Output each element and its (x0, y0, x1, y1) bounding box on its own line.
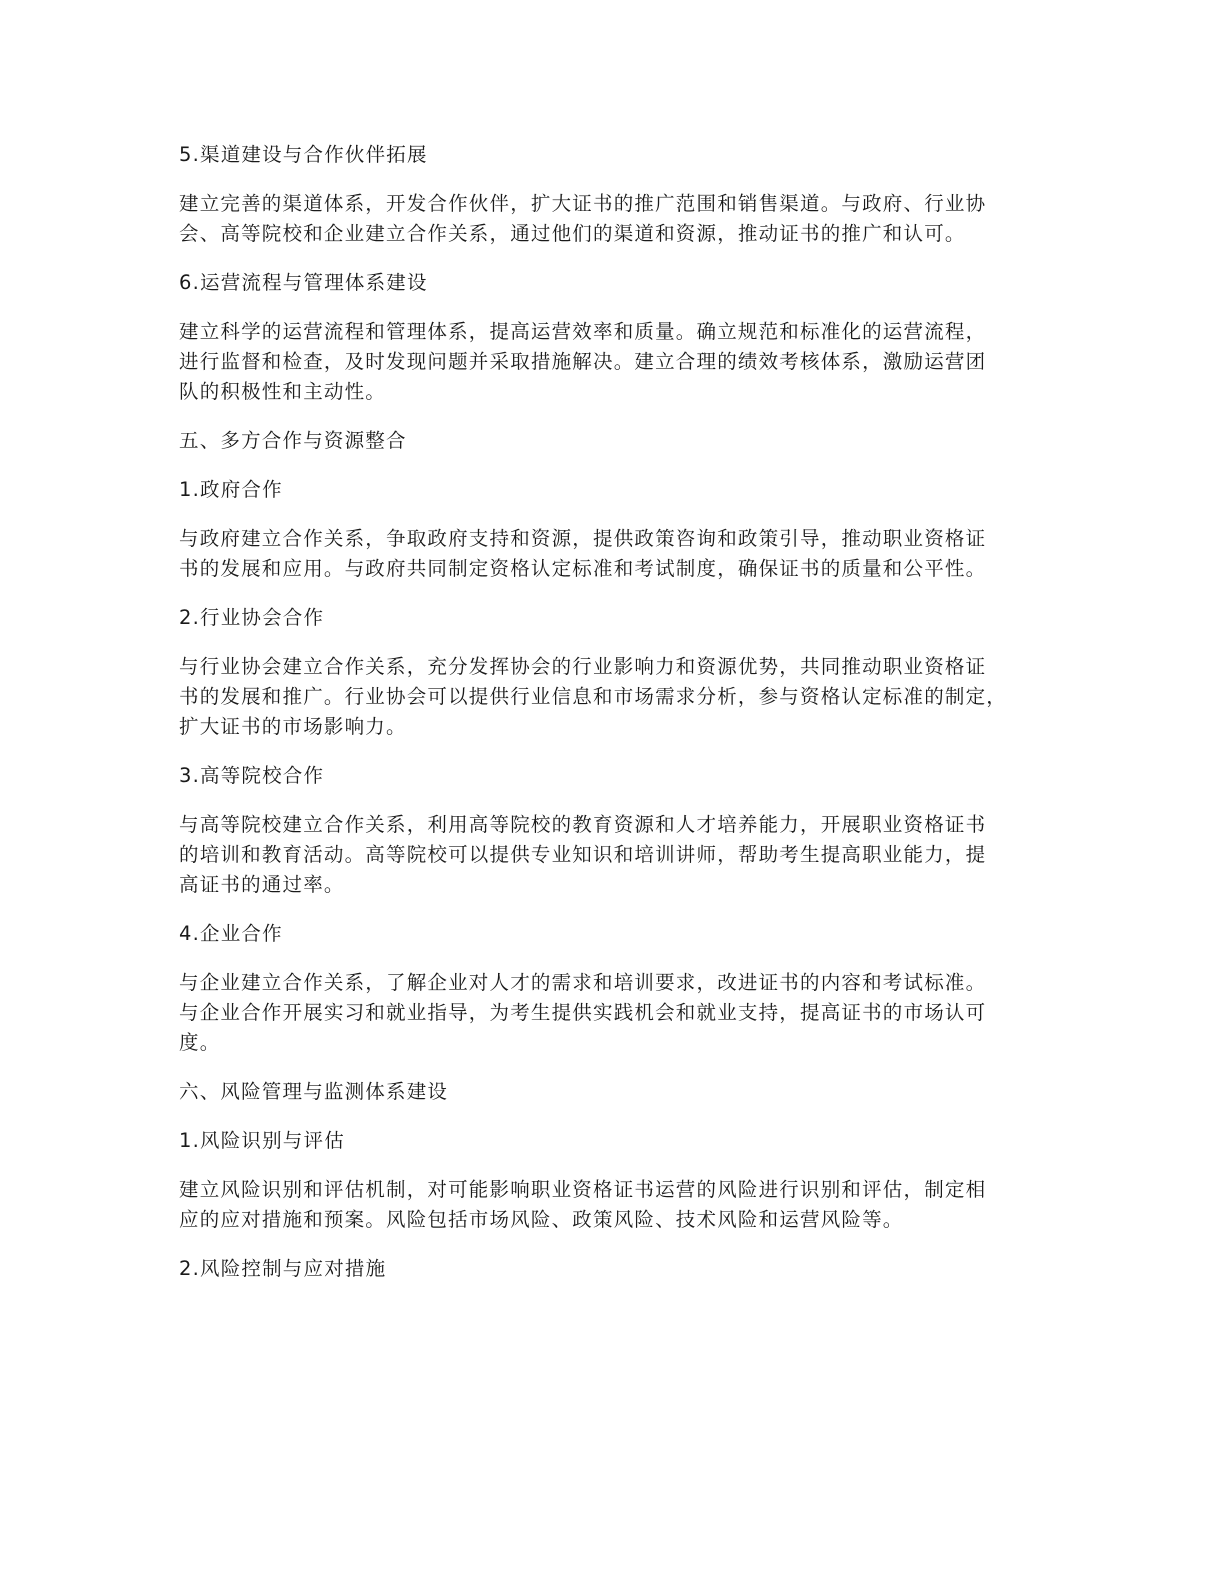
paragraph: 建立完善的渠道体系，开发合作伙伴，扩大证书的推广范围和销售渠道。与政府、行业协 会、高等院校和企业建立合作关系，通过他们的渠道和资源，推动证书的推广和认可。 (179, 192, 987, 245)
section-heading: 5.渠道建设与合作伙伴拓展 (179, 143, 428, 166)
chapter-heading: 六、风险管理与监测体系建设 (179, 1080, 449, 1103)
document-body (179, 140, 1039, 1303)
paragraph: 建立科学的运营流程和管理体系，提高运营效率和质量。确立规范和标准化的运营流程， 进行监督和检查，及时发现问题并采取措施解决。建立合理的绩效考核体系，激励运营团 队的积极性和主动性。 (179, 320, 987, 403)
section-heading: 1.政府合作 (179, 478, 283, 501)
section-heading: 2.风险控制与应对措施 (179, 1257, 387, 1280)
section-heading: 6.运营流程与管理体系建设 (179, 271, 428, 294)
section-heading: 2.行业协会合作 (179, 606, 325, 629)
chapter-heading: 五、多方合作与资源整合 (179, 429, 407, 452)
paragraph: 与行业协会建立合作关系，充分发挥协会的行业影响力和资源优势，共同推动职业资格证 书的发展和推广。行业协会可以提供行业信息和市场需求分析，参与资格认定标准的制定， 扩大证书的市场影响力。 (179, 655, 1008, 738)
paragraph: 与政府建立合作关系，争取政府支持和资源，提供政策咨询和政策引导，推动职业资格证 书的发展和应用。与政府共同制定资格认定标准和考试制度，确保证书的质量和公平性。 (179, 527, 987, 580)
paragraph: 建立风险识别和评估机制，对可能影响职业资格证书运营的风险进行识别和评估，制定相 应的应对措施和预案。风险包括市场风险、政策风险、技术风险和运营风险等。 (179, 1178, 987, 1231)
section-heading: 1.风险识别与评估 (179, 1129, 345, 1152)
section-heading: 3.高等院校合作 (179, 764, 325, 787)
paragraph: 与高等院校建立合作关系，利用高等院校的教育资源和人才培养能力，开展职业资格证书 的培训和教育活动。高等院校可以提供专业知识和培训讲师，帮助考生提高职业能力，提 高证书的通过率。 (179, 813, 987, 896)
paragraph: 与企业建立合作关系，了解企业对人才的需求和培训要求，改进证书的内容和考试标准。 与企业合作开展实习和就业指导，为考生提供实践机会和就业支持，提高证书的市场认可 度。 (179, 971, 987, 1054)
section-heading: 4.企业合作 (179, 922, 283, 945)
